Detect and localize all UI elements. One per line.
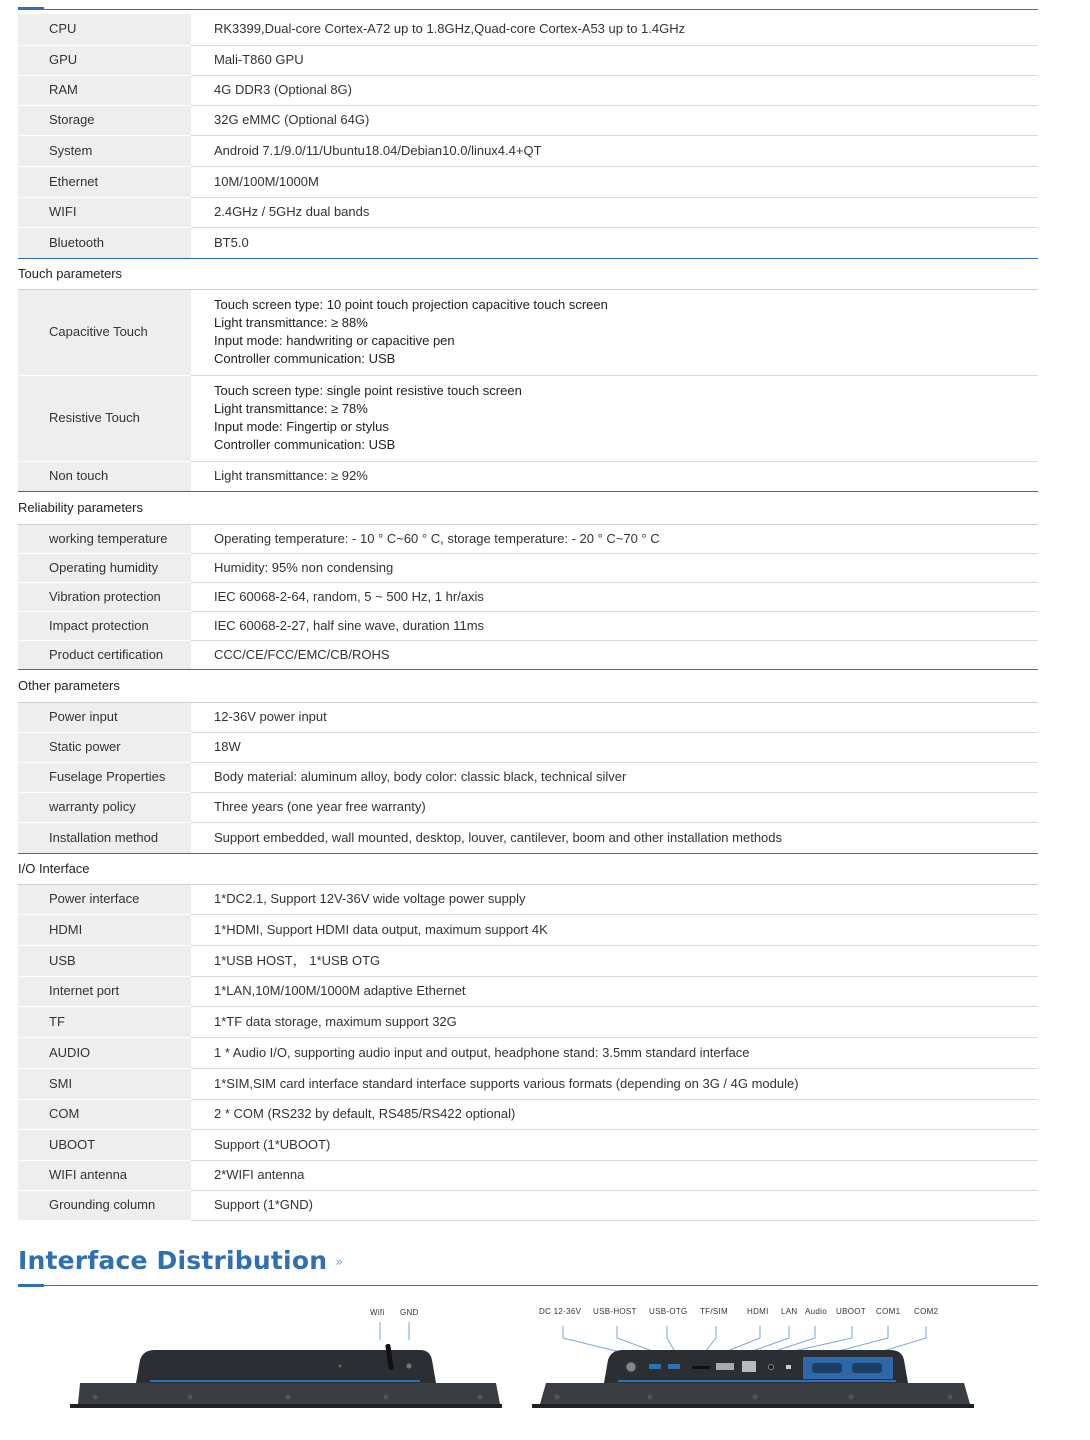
- spec-value: 1*LAN,10M/100M/1000M adaptive Ethernet: [191, 976, 1038, 1006]
- port-label-gnd: GND: [400, 1308, 419, 1317]
- spec-line: Controller communication: USB: [214, 437, 396, 452]
- usb-host-port-icon: [649, 1364, 661, 1369]
- spec-row: [18, 1006, 1038, 1037]
- spec-value: CCC/CE/FCC/EMC/CB/ROHS: [191, 640, 1038, 669]
- spec-label: Power input: [18, 702, 191, 732]
- leader-line: [617, 1326, 655, 1352]
- spec-label: Operating humidity: [18, 553, 191, 582]
- spec-value: 1*HDMI, Support HDMI data output, maximum support 4K: [191, 914, 1038, 945]
- tf-sim-slot-icon: [692, 1366, 710, 1369]
- port-label-lan: LAN: [781, 1307, 798, 1316]
- device-base: [532, 1404, 974, 1408]
- spec-value: 2.4GHz / 5GHz dual bands: [191, 197, 1038, 227]
- spec-value: Body material: aluminum alloy, body color: classic black, technical silver: [191, 762, 1038, 792]
- leader-line: [790, 1326, 852, 1352]
- spec-row: [18, 1160, 1038, 1190]
- spec-value: 1*USB HOST， 1*USB OTG: [191, 945, 1038, 976]
- com2-port-icon: [852, 1363, 882, 1373]
- spec-label: RAM: [18, 75, 191, 105]
- spec-label: USB: [18, 945, 191, 976]
- double-chevron-icon: »: [335, 1255, 344, 1270]
- section-header-touch: [18, 258, 1038, 289]
- port-label-hdmi: HDMI: [747, 1307, 769, 1316]
- spec-label: Bluetooth: [18, 227, 191, 258]
- spec-row: [18, 135, 1038, 166]
- screw-icon: [948, 1395, 953, 1400]
- spec-value: Android 7.1/9.0/11/Ubuntu18.04/Debian10.0/linux4.4+QT: [191, 135, 1038, 166]
- spec-row: [18, 1129, 1038, 1160]
- spec-line: Touch screen type: single point resistive touch screen: [214, 383, 522, 398]
- device-base: [70, 1404, 502, 1408]
- spec-label: Vibration protection: [18, 582, 191, 611]
- section-title: I/O Interface: [18, 853, 1038, 884]
- spec-value: 1 * Audio I/O, supporting audio input and output, headphone stand: 3.5mm standard interface: [191, 1037, 1038, 1068]
- spec-value: 1*DC2.1, Support 12V-36V wide voltage power supply: [191, 884, 1038, 914]
- spec-row: [18, 640, 1038, 669]
- spec-row: [18, 166, 1038, 197]
- screw-icon: [93, 1395, 98, 1400]
- spec-value: 12-36V power input: [191, 702, 1038, 732]
- spec-row: [18, 1190, 1038, 1220]
- com1-port-icon: [812, 1363, 842, 1373]
- top-accent: [18, 7, 44, 10]
- spec-label: Storage: [18, 105, 191, 135]
- port-label-dc: DC 12-36V: [539, 1307, 582, 1316]
- spec-label: GPU: [18, 45, 191, 75]
- spec-row: [18, 582, 1038, 611]
- spec-label: COM: [18, 1099, 191, 1129]
- spec-label: HDMI: [18, 914, 191, 945]
- leader-line: [835, 1326, 888, 1352]
- spec-value: Operating temperature: - 10 ° C~60 ° C, storage temperature: - 20 ° C~70 ° C: [191, 524, 1038, 553]
- uboot-button-icon: [786, 1365, 791, 1369]
- section-accent: [18, 1284, 44, 1287]
- spec-label: Static power: [18, 732, 191, 762]
- spec-value: Humidity: 95% non condensing: [191, 553, 1038, 582]
- spec-label: UBOOT: [18, 1129, 191, 1160]
- spec-line: Input mode: handwriting or capacitive pen: [214, 333, 455, 348]
- spec-label: WIFI: [18, 197, 191, 227]
- spec-value-multiline: [191, 375, 1038, 461]
- gnd-post-icon: [407, 1364, 412, 1369]
- spec-value: Light transmittance: ≥ 92%: [191, 461, 1038, 491]
- port-label-tf-sim: TF/SIM: [700, 1307, 729, 1316]
- spec-label: Ethernet: [18, 166, 191, 197]
- spec-value: 18W: [191, 732, 1038, 762]
- audio-jack-icon: [769, 1365, 774, 1370]
- spec-row: [18, 1037, 1038, 1068]
- spec-value: 32G eMMC (Optional 64G): [191, 105, 1038, 135]
- spec-row: [18, 524, 1038, 553]
- spec-line: Light transmittance: ≥ 78%: [214, 401, 368, 416]
- spec-value-multiline: [191, 289, 1038, 375]
- screw-icon: [753, 1395, 758, 1400]
- spec-value: RK3399,Dual-core Cortex-A72 up to 1.8GHz,Quad-core Cortex-A53 up to 1.4GHz: [191, 14, 1038, 45]
- usb-otg-port-icon: [668, 1364, 680, 1369]
- spec-value: 4G DDR3 (Optional 8G): [191, 75, 1038, 105]
- port-label-usb-host: USB-HOST: [593, 1307, 637, 1316]
- spec-row: [18, 702, 1038, 732]
- spec-label: System: [18, 135, 191, 166]
- spec-label: TF: [18, 1006, 191, 1037]
- screw-icon: [478, 1395, 483, 1400]
- right-device: [532, 1326, 974, 1408]
- spec-label: Internet port: [18, 976, 191, 1006]
- spec-row: [18, 611, 1038, 640]
- top-rule: [18, 9, 1038, 10]
- spec-row: [18, 105, 1038, 135]
- spec-value: 1*SIM,SIM card interface standard interface supports various formats (depending on 3G / 4G module): [191, 1068, 1038, 1099]
- screw-icon: [555, 1395, 560, 1400]
- spec-row: [18, 289, 1038, 375]
- screw-icon: [286, 1395, 291, 1400]
- spec-label: WIFI antenna: [18, 1160, 191, 1190]
- spec-label: warranty policy: [18, 792, 191, 822]
- spec-row: [18, 884, 1038, 914]
- spec-row: [18, 375, 1038, 461]
- dc-port-icon: [626, 1362, 636, 1372]
- spec-value: 2*WIFI antenna: [191, 1160, 1038, 1190]
- leader-line: [667, 1326, 675, 1352]
- section-header-io: [18, 853, 1038, 884]
- spec-line: Controller communication: USB: [214, 351, 396, 366]
- spec-label: Fuselage Properties: [18, 762, 191, 792]
- spec-row: [18, 792, 1038, 822]
- spec-row: [18, 227, 1038, 258]
- screw-icon: [188, 1395, 193, 1400]
- screw-icon: [648, 1395, 653, 1400]
- screw-icon: [384, 1395, 389, 1400]
- port-label-usb-otg: USB-OTG: [649, 1307, 688, 1316]
- screw-icon: [849, 1395, 854, 1400]
- spec-label: Power interface: [18, 884, 191, 914]
- device-illustrations: [0, 1300, 1090, 1440]
- spec-value: Support (1*GND): [191, 1190, 1038, 1220]
- spec-line: Input mode: Fingertip or stylus: [214, 419, 389, 434]
- spec-label: Grounding column: [18, 1190, 191, 1220]
- spec-label: working temperature: [18, 524, 191, 553]
- spec-row: [18, 75, 1038, 105]
- spec-value: 1*TF data storage, maximum support 32G: [191, 1006, 1038, 1037]
- spec-row: [18, 45, 1038, 75]
- spec-label: CPU: [18, 14, 191, 45]
- spec-row: [18, 945, 1038, 976]
- spec-value: Support embedded, wall mounted, desktop, louver, cantilever, boom and other installation methods: [191, 822, 1038, 853]
- section-header-other: [18, 669, 1038, 702]
- spec-line: Light transmittance: ≥ 88%: [214, 315, 368, 330]
- spec-row: [18, 1099, 1038, 1129]
- section-rule: [18, 1285, 1038, 1286]
- section-title: Reliability parameters: [18, 491, 1038, 524]
- spec-label: SMI: [18, 1068, 191, 1099]
- spec-value: BT5.0: [191, 227, 1038, 258]
- leader-line: [705, 1326, 716, 1352]
- spec-row: [18, 197, 1038, 227]
- spec-value: IEC 60068-2-64, random, 5 ~ 500 Hz, 1 hr/axis: [191, 582, 1038, 611]
- left-device: [70, 1322, 502, 1408]
- spec-label: AUDIO: [18, 1037, 191, 1068]
- spec-value: Three years (one year free warranty): [191, 792, 1038, 822]
- section-title: Other parameters: [18, 669, 1038, 702]
- spec-row: [18, 1068, 1038, 1099]
- leader-line: [563, 1326, 620, 1352]
- section-title: Touch parameters: [18, 258, 1038, 289]
- spec-row: [18, 822, 1038, 853]
- port-label-wifi: Wifi: [370, 1308, 385, 1317]
- spec-label: Product certification: [18, 640, 191, 669]
- section-header-reliability: [18, 491, 1038, 524]
- spec-label: Capacitive Touch: [18, 289, 191, 375]
- indicator-dot: [339, 1365, 342, 1368]
- interface-distribution-title: [18, 1246, 343, 1275]
- device-flange: [540, 1383, 970, 1404]
- port-label-audio: Audio: [805, 1307, 827, 1316]
- spec-value: 10M/100M/1000M: [191, 166, 1038, 197]
- spec-value: Support (1*UBOOT): [191, 1129, 1038, 1160]
- spec-label: Installation method: [18, 822, 191, 853]
- spec-value: IEC 60068-2-27, half sine wave, duration 11ms: [191, 611, 1038, 640]
- spec-label: Impact protection: [18, 611, 191, 640]
- spec-row: [18, 914, 1038, 945]
- spec-label: Resistive Touch: [18, 375, 191, 461]
- spec-line: Touch screen type: 10 point touch projection capacitive touch screen: [214, 297, 608, 312]
- spec-row: [18, 762, 1038, 792]
- port-label-com1: COM1: [876, 1307, 901, 1316]
- port-label-com2: COM2: [914, 1307, 939, 1316]
- leader-line: [725, 1326, 760, 1352]
- leader-line: [880, 1326, 926, 1352]
- spec-row: [18, 732, 1038, 762]
- hdmi-port-icon: [716, 1363, 734, 1370]
- port-label-uboot: UBOOT: [836, 1307, 866, 1316]
- lan-port-icon: [742, 1361, 756, 1372]
- device-flange: [78, 1383, 500, 1404]
- spec-value: Mali-T860 GPU: [191, 45, 1038, 75]
- spec-value: 2 * COM (RS232 by default, RS485/RS422 optional): [191, 1099, 1038, 1129]
- spec-row: [18, 14, 1038, 45]
- spec-row: [18, 553, 1038, 582]
- spec-table: [18, 14, 1038, 1221]
- section-heading: Interface Distribution: [18, 1246, 328, 1275]
- spec-row: [18, 461, 1038, 491]
- spec-label: Non touch: [18, 461, 191, 491]
- spec-row: [18, 976, 1038, 1006]
